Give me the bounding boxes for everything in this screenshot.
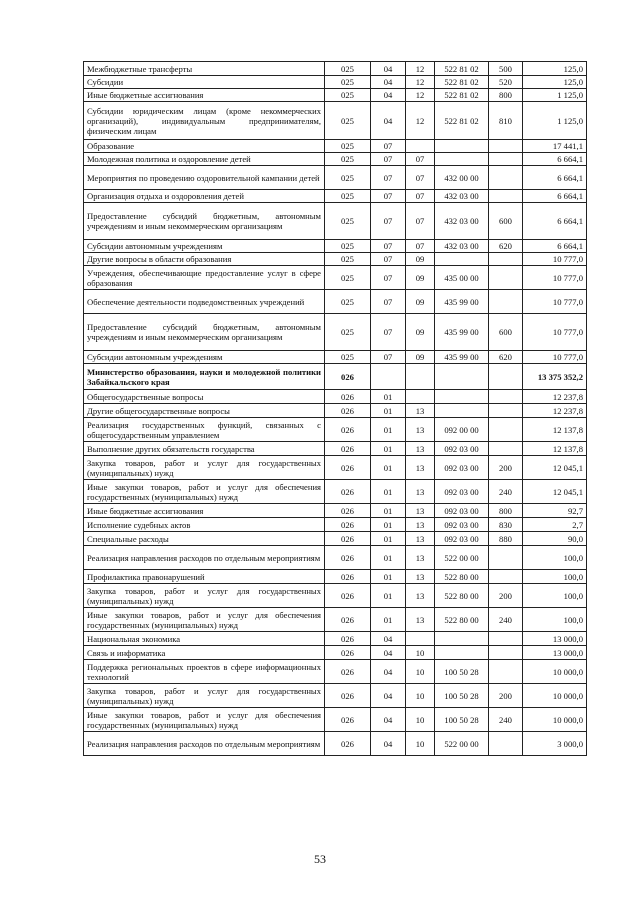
cell-sum: 10 000,0 bbox=[523, 708, 587, 732]
cell-ved: 026 bbox=[325, 504, 371, 518]
cell-name: Иные закупки товаров, работ и услуг для обеспечения государственных (муниципальных) нужд bbox=[84, 480, 325, 504]
cell-csr: 432 03 00 bbox=[435, 203, 489, 240]
table-row bbox=[84, 62, 587, 76]
table-row bbox=[84, 608, 587, 632]
cell-csr bbox=[435, 364, 489, 390]
cell-ved: 025 bbox=[325, 140, 371, 153]
cell-rz: 07 bbox=[371, 253, 406, 266]
cell-ved: 025 bbox=[325, 62, 371, 76]
cell-rz: 01 bbox=[371, 584, 406, 608]
cell-pr: 07 bbox=[406, 240, 435, 253]
cell-sum: 12 045,1 bbox=[523, 480, 587, 504]
cell-name: Министерство образования, науки и молодежной политики Забайкальского края bbox=[84, 364, 325, 390]
table-row bbox=[84, 390, 587, 404]
cell-pr: 12 bbox=[406, 62, 435, 76]
cell-vr: 240 bbox=[489, 608, 523, 632]
cell-pr: 13 bbox=[406, 584, 435, 608]
cell-vr: 500 bbox=[489, 62, 523, 76]
cell-ved: 025 bbox=[325, 203, 371, 240]
cell-vr: 200 bbox=[489, 684, 523, 708]
cell-csr: 522 00 00 bbox=[435, 546, 489, 570]
cell-rz: 01 bbox=[371, 404, 406, 418]
cell-csr bbox=[435, 253, 489, 266]
cell-vr: 200 bbox=[489, 584, 523, 608]
cell-sum: 6 664,1 bbox=[523, 190, 587, 203]
table-row bbox=[84, 203, 587, 240]
cell-vr bbox=[489, 570, 523, 584]
table-row bbox=[84, 153, 587, 166]
cell-csr: 100 50 28 bbox=[435, 684, 489, 708]
cell-vr: 200 bbox=[489, 456, 523, 480]
cell-pr: 13 bbox=[406, 546, 435, 570]
cell-vr bbox=[489, 732, 523, 756]
cell-ved: 025 bbox=[325, 153, 371, 166]
cell-name: Обеспечение деятельности подведомственных учреждений bbox=[84, 290, 325, 314]
cell-csr bbox=[435, 404, 489, 418]
cell-vr bbox=[489, 646, 523, 660]
cell-name: Закупка товаров, работ и услуг для государственных (муниципальных) нужд bbox=[84, 456, 325, 480]
cell-ved: 025 bbox=[325, 253, 371, 266]
page-number: 53 bbox=[314, 852, 326, 866]
cell-name: Образование bbox=[84, 140, 325, 153]
table-row bbox=[84, 404, 587, 418]
cell-name: Реализация государственных функций, связанных с общегосударственным управлением bbox=[84, 418, 325, 442]
table-row bbox=[84, 546, 587, 570]
cell-ved: 026 bbox=[325, 584, 371, 608]
cell-ved: 026 bbox=[325, 546, 371, 570]
cell-csr: 092 03 00 bbox=[435, 504, 489, 518]
cell-ved: 026 bbox=[325, 646, 371, 660]
cell-csr: 092 00 00 bbox=[435, 418, 489, 442]
cell-sum: 100,0 bbox=[523, 570, 587, 584]
cell-ved: 025 bbox=[325, 240, 371, 253]
cell-sum: 12 045,1 bbox=[523, 456, 587, 480]
cell-vr bbox=[489, 266, 523, 290]
cell-ved: 026 bbox=[325, 364, 371, 390]
cell-vr: 620 bbox=[489, 240, 523, 253]
cell-rz bbox=[371, 364, 406, 390]
cell-ved: 025 bbox=[325, 76, 371, 89]
cell-rz: 01 bbox=[371, 570, 406, 584]
budget-table bbox=[83, 61, 587, 756]
cell-vr: 240 bbox=[489, 480, 523, 504]
cell-csr: 100 50 28 bbox=[435, 708, 489, 732]
cell-pr: 10 bbox=[406, 646, 435, 660]
cell-csr: 432 03 00 bbox=[435, 190, 489, 203]
cell-vr bbox=[489, 190, 523, 203]
cell-csr: 522 80 00 bbox=[435, 584, 489, 608]
table-row bbox=[84, 532, 587, 546]
cell-name: Поддержка региональных проектов в сфере информационных технологий bbox=[84, 660, 325, 684]
cell-vr bbox=[489, 546, 523, 570]
cell-rz: 01 bbox=[371, 608, 406, 632]
cell-sum: 1 125,0 bbox=[523, 89, 587, 102]
table-row bbox=[84, 253, 587, 266]
cell-ved: 025 bbox=[325, 190, 371, 203]
table-row bbox=[84, 732, 587, 756]
cell-rz: 01 bbox=[371, 442, 406, 456]
cell-pr: 10 bbox=[406, 732, 435, 756]
cell-csr bbox=[435, 140, 489, 153]
cell-ved: 026 bbox=[325, 684, 371, 708]
cell-sum: 13 000,0 bbox=[523, 646, 587, 660]
cell-csr: 092 03 00 bbox=[435, 480, 489, 504]
table-row bbox=[84, 89, 587, 102]
cell-pr: 07 bbox=[406, 166, 435, 190]
cell-name: Субсидии bbox=[84, 76, 325, 89]
cell-rz: 04 bbox=[371, 708, 406, 732]
table-row bbox=[84, 456, 587, 480]
cell-pr: 13 bbox=[406, 608, 435, 632]
cell-rz: 07 bbox=[371, 290, 406, 314]
cell-name: Другие общегосударственные вопросы bbox=[84, 404, 325, 418]
cell-rz: 07 bbox=[371, 190, 406, 203]
cell-name: Специальные расходы bbox=[84, 532, 325, 546]
table-row bbox=[84, 632, 587, 646]
cell-pr: 13 bbox=[406, 570, 435, 584]
table-row bbox=[84, 584, 587, 608]
cell-name: Профилактика правонарушений bbox=[84, 570, 325, 584]
table-row bbox=[84, 660, 587, 684]
cell-csr: 435 99 00 bbox=[435, 314, 489, 351]
cell-rz: 04 bbox=[371, 102, 406, 140]
cell-csr: 522 00 00 bbox=[435, 732, 489, 756]
cell-csr bbox=[435, 153, 489, 166]
cell-sum: 100,0 bbox=[523, 584, 587, 608]
cell-ved: 025 bbox=[325, 314, 371, 351]
table-body bbox=[84, 62, 587, 756]
cell-rz: 07 bbox=[371, 140, 406, 153]
cell-vr bbox=[489, 140, 523, 153]
cell-name: Молодежная политика и оздоровление детей bbox=[84, 153, 325, 166]
cell-pr: 09 bbox=[406, 266, 435, 290]
cell-sum: 92,7 bbox=[523, 504, 587, 518]
cell-csr: 522 81 02 bbox=[435, 89, 489, 102]
table-row bbox=[84, 364, 587, 390]
cell-sum: 12 137,8 bbox=[523, 418, 587, 442]
cell-name: Мероприятия по проведению оздоровительной кампании детей bbox=[84, 166, 325, 190]
cell-sum: 10 777,0 bbox=[523, 290, 587, 314]
table-row bbox=[84, 140, 587, 153]
cell-vr bbox=[489, 290, 523, 314]
cell-ved: 026 bbox=[325, 570, 371, 584]
table-row bbox=[84, 290, 587, 314]
cell-sum: 100,0 bbox=[523, 608, 587, 632]
cell-sum: 10 777,0 bbox=[523, 266, 587, 290]
cell-name: Национальная экономика bbox=[84, 632, 325, 646]
cell-sum: 13 375 352,2 bbox=[523, 364, 587, 390]
cell-vr: 800 bbox=[489, 504, 523, 518]
cell-name: Другие вопросы в области образования bbox=[84, 253, 325, 266]
cell-ved: 026 bbox=[325, 442, 371, 456]
cell-sum: 17 441,1 bbox=[523, 140, 587, 153]
cell-csr bbox=[435, 632, 489, 646]
table-row bbox=[84, 480, 587, 504]
cell-pr: 10 bbox=[406, 684, 435, 708]
cell-name: Исполнение судебных актов bbox=[84, 518, 325, 532]
table-row bbox=[84, 646, 587, 660]
cell-name: Связь и информатика bbox=[84, 646, 325, 660]
cell-vr: 800 bbox=[489, 89, 523, 102]
table-row bbox=[84, 708, 587, 732]
cell-pr: 13 bbox=[406, 418, 435, 442]
cell-csr: 522 81 02 bbox=[435, 62, 489, 76]
cell-pr: 12 bbox=[406, 89, 435, 102]
cell-vr: 810 bbox=[489, 102, 523, 140]
cell-pr: 12 bbox=[406, 76, 435, 89]
cell-ved: 025 bbox=[325, 89, 371, 102]
table-row bbox=[84, 166, 587, 190]
cell-pr: 13 bbox=[406, 404, 435, 418]
cell-pr: 09 bbox=[406, 314, 435, 351]
cell-csr: 435 00 00 bbox=[435, 266, 489, 290]
table-row bbox=[84, 76, 587, 89]
cell-pr: 13 bbox=[406, 480, 435, 504]
cell-csr: 435 99 00 bbox=[435, 351, 489, 364]
cell-vr bbox=[489, 418, 523, 442]
cell-name: Иные бюджетные ассигнования bbox=[84, 504, 325, 518]
cell-ved: 026 bbox=[325, 480, 371, 504]
cell-ved: 026 bbox=[325, 404, 371, 418]
cell-name: Иные закупки товаров, работ и услуг для обеспечения государственных (муниципальных) нужд bbox=[84, 708, 325, 732]
cell-ved: 026 bbox=[325, 532, 371, 546]
cell-pr: 13 bbox=[406, 518, 435, 532]
cell-pr: 13 bbox=[406, 504, 435, 518]
cell-pr: 09 bbox=[406, 253, 435, 266]
table-row bbox=[84, 266, 587, 290]
cell-rz: 07 bbox=[371, 153, 406, 166]
cell-ved: 026 bbox=[325, 456, 371, 480]
table-row bbox=[84, 518, 587, 532]
cell-ved: 026 bbox=[325, 732, 371, 756]
cell-sum: 12 237,8 bbox=[523, 404, 587, 418]
cell-name: Иные закупки товаров, работ и услуг для обеспечения государственных (муниципальных) нужд bbox=[84, 608, 325, 632]
cell-csr: 092 03 00 bbox=[435, 518, 489, 532]
cell-pr: 13 bbox=[406, 442, 435, 456]
cell-rz: 04 bbox=[371, 684, 406, 708]
table-row bbox=[84, 684, 587, 708]
cell-name: Реализация направления расходов по отдельным мероприятиям bbox=[84, 732, 325, 756]
cell-name: Организация отдыха и оздоровления детей bbox=[84, 190, 325, 203]
cell-sum: 6 664,1 bbox=[523, 153, 587, 166]
table-row bbox=[84, 418, 587, 442]
table-row bbox=[84, 190, 587, 203]
cell-vr bbox=[489, 660, 523, 684]
cell-vr bbox=[489, 442, 523, 456]
cell-sum: 6 664,1 bbox=[523, 240, 587, 253]
cell-rz: 01 bbox=[371, 418, 406, 442]
cell-csr: 522 80 00 bbox=[435, 608, 489, 632]
cell-pr bbox=[406, 632, 435, 646]
cell-ved: 025 bbox=[325, 351, 371, 364]
cell-pr bbox=[406, 390, 435, 404]
table-row bbox=[84, 442, 587, 456]
cell-rz: 01 bbox=[371, 456, 406, 480]
cell-pr: 09 bbox=[406, 351, 435, 364]
cell-pr: 13 bbox=[406, 532, 435, 546]
cell-csr: 522 80 00 bbox=[435, 570, 489, 584]
cell-rz: 01 bbox=[371, 546, 406, 570]
cell-pr: 09 bbox=[406, 290, 435, 314]
cell-sum: 125,0 bbox=[523, 76, 587, 89]
table-row bbox=[84, 314, 587, 351]
cell-name: Субсидии юридическим лицам (кроме некоммерческих организаций), индивидуальным предпринимателям, физическим лицам bbox=[84, 102, 325, 140]
cell-sum: 10 777,0 bbox=[523, 253, 587, 266]
cell-csr: 432 03 00 bbox=[435, 240, 489, 253]
cell-vr bbox=[489, 166, 523, 190]
cell-csr: 092 03 00 bbox=[435, 456, 489, 480]
cell-csr: 100 50 28 bbox=[435, 660, 489, 684]
cell-sum: 1 125,0 bbox=[523, 102, 587, 140]
cell-pr: 07 bbox=[406, 203, 435, 240]
cell-ved: 025 bbox=[325, 166, 371, 190]
cell-vr bbox=[489, 253, 523, 266]
cell-name: Субсидии автономным учреждениям bbox=[84, 240, 325, 253]
cell-csr: 092 03 00 bbox=[435, 532, 489, 546]
cell-sum: 90,0 bbox=[523, 532, 587, 546]
table-row bbox=[84, 504, 587, 518]
cell-csr: 522 81 02 bbox=[435, 102, 489, 140]
cell-sum: 100,0 bbox=[523, 546, 587, 570]
cell-pr bbox=[406, 140, 435, 153]
cell-ved: 026 bbox=[325, 708, 371, 732]
cell-vr: 600 bbox=[489, 203, 523, 240]
cell-ved: 026 bbox=[325, 518, 371, 532]
cell-ved: 026 bbox=[325, 660, 371, 684]
cell-name: Реализация направления расходов по отдельным мероприятиям bbox=[84, 546, 325, 570]
cell-rz: 01 bbox=[371, 390, 406, 404]
cell-rz: 04 bbox=[371, 660, 406, 684]
cell-name: Учреждения, обеспечивающие предоставление услуг в сфере образования bbox=[84, 266, 325, 290]
cell-vr: 520 bbox=[489, 76, 523, 89]
cell-ved: 026 bbox=[325, 608, 371, 632]
cell-ved: 025 bbox=[325, 290, 371, 314]
cell-pr: 13 bbox=[406, 456, 435, 480]
cell-csr bbox=[435, 390, 489, 404]
cell-pr: 12 bbox=[406, 102, 435, 140]
cell-sum: 2,7 bbox=[523, 518, 587, 532]
cell-pr: 07 bbox=[406, 190, 435, 203]
cell-sum: 10 777,0 bbox=[523, 314, 587, 351]
cell-vr: 240 bbox=[489, 708, 523, 732]
cell-rz: 04 bbox=[371, 732, 406, 756]
cell-rz: 07 bbox=[371, 351, 406, 364]
cell-vr: 620 bbox=[489, 351, 523, 364]
cell-sum: 6 664,1 bbox=[523, 166, 587, 190]
cell-name: Субсидии автономным учреждениям bbox=[84, 351, 325, 364]
cell-rz: 01 bbox=[371, 532, 406, 546]
cell-ved: 025 bbox=[325, 266, 371, 290]
cell-name: Закупка товаров, работ и услуг для государственных (муниципальных) нужд bbox=[84, 584, 325, 608]
table-row bbox=[84, 351, 587, 364]
cell-ved: 025 bbox=[325, 102, 371, 140]
cell-rz: 01 bbox=[371, 504, 406, 518]
table-row bbox=[84, 102, 587, 140]
cell-rz: 04 bbox=[371, 646, 406, 660]
cell-vr bbox=[489, 364, 523, 390]
cell-sum: 10 000,0 bbox=[523, 684, 587, 708]
cell-ved: 026 bbox=[325, 418, 371, 442]
cell-vr: 600 bbox=[489, 314, 523, 351]
cell-vr bbox=[489, 153, 523, 166]
cell-name: Закупка товаров, работ и услуг для государственных (муниципальных) нужд bbox=[84, 684, 325, 708]
cell-rz: 04 bbox=[371, 632, 406, 646]
cell-csr: 435 99 00 bbox=[435, 290, 489, 314]
cell-rz: 04 bbox=[371, 62, 406, 76]
cell-sum: 13 000,0 bbox=[523, 632, 587, 646]
cell-vr: 830 bbox=[489, 518, 523, 532]
cell-sum: 125,0 bbox=[523, 62, 587, 76]
cell-vr bbox=[489, 404, 523, 418]
cell-rz: 01 bbox=[371, 518, 406, 532]
cell-vr bbox=[489, 632, 523, 646]
table-row bbox=[84, 240, 587, 253]
table-row bbox=[84, 570, 587, 584]
cell-rz: 07 bbox=[371, 266, 406, 290]
cell-sum: 12 137,8 bbox=[523, 442, 587, 456]
cell-csr: 092 03 00 bbox=[435, 442, 489, 456]
cell-ved: 026 bbox=[325, 390, 371, 404]
cell-pr bbox=[406, 364, 435, 390]
cell-rz: 04 bbox=[371, 89, 406, 102]
cell-name: Иные бюджетные ассигнования bbox=[84, 89, 325, 102]
cell-rz: 07 bbox=[371, 203, 406, 240]
cell-vr bbox=[489, 390, 523, 404]
cell-pr: 07 bbox=[406, 153, 435, 166]
cell-rz: 07 bbox=[371, 314, 406, 351]
cell-csr bbox=[435, 646, 489, 660]
cell-sum: 12 237,8 bbox=[523, 390, 587, 404]
cell-name: Выполнение других обязательств государства bbox=[84, 442, 325, 456]
cell-name: Предоставление субсидий бюджетным, автономным учреждениям и иным некоммерческим организациям bbox=[84, 314, 325, 351]
cell-rz: 07 bbox=[371, 166, 406, 190]
cell-sum: 10 777,0 bbox=[523, 351, 587, 364]
cell-csr: 432 00 00 bbox=[435, 166, 489, 190]
cell-name: Общегосударственные вопросы bbox=[84, 390, 325, 404]
cell-csr: 522 81 02 bbox=[435, 76, 489, 89]
cell-sum: 10 000,0 bbox=[523, 660, 587, 684]
cell-pr: 10 bbox=[406, 660, 435, 684]
cell-ved: 026 bbox=[325, 632, 371, 646]
cell-sum: 3 000,0 bbox=[523, 732, 587, 756]
cell-rz: 04 bbox=[371, 76, 406, 89]
cell-rz: 07 bbox=[371, 240, 406, 253]
cell-vr: 880 bbox=[489, 532, 523, 546]
cell-name: Межбюджетные трансферты bbox=[84, 62, 325, 76]
cell-rz: 01 bbox=[371, 480, 406, 504]
cell-name: Предоставление субсидий бюджетным, автономным учреждениям и иным некоммерческим организациям bbox=[84, 203, 325, 240]
cell-pr: 10 bbox=[406, 708, 435, 732]
cell-sum: 6 664,1 bbox=[523, 203, 587, 240]
